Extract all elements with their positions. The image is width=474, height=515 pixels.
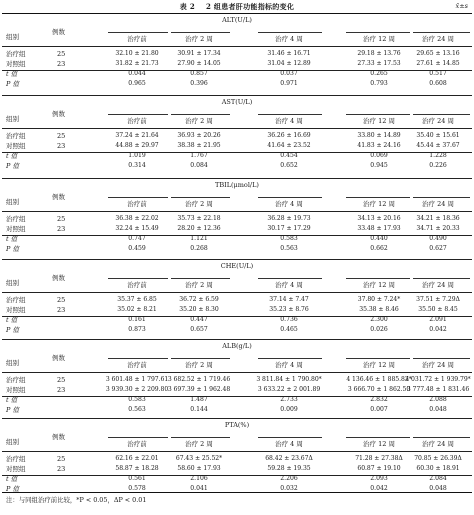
column-header: 治疗 2 周 bbox=[185, 117, 213, 125]
table-cell: 71.28 ± 27.38Δ bbox=[355, 455, 403, 462]
table-cell: 32.24 ± 15.49 bbox=[115, 225, 159, 232]
section-top-rule bbox=[2, 13, 472, 14]
p-value-row-label: P 值 bbox=[6, 245, 19, 253]
case-count: 23 bbox=[57, 225, 66, 233]
column-header: 治疗 12 周 bbox=[363, 35, 395, 43]
case-count: 25 bbox=[57, 215, 66, 223]
column-header: 治疗 4 周 bbox=[275, 200, 303, 208]
table-cell: 0.793 bbox=[370, 80, 388, 87]
table-cell: 35.37 ± 6.85 bbox=[117, 296, 157, 303]
column-header: 治疗 4 周 bbox=[275, 361, 303, 369]
column-underline bbox=[171, 32, 230, 33]
section-top-rule bbox=[2, 178, 472, 179]
indicator-label: ALB(g/L) bbox=[222, 342, 252, 350]
table-cell: 27.90 ± 14.05 bbox=[177, 60, 221, 67]
column-underline bbox=[258, 197, 322, 198]
table-cell: 3 633.22 ± 2 001.89 bbox=[257, 386, 321, 393]
case-count: 23 bbox=[57, 386, 66, 394]
treatment-row-label: 治疗组 bbox=[6, 215, 26, 223]
table-cell: 0.965 bbox=[128, 80, 146, 87]
column-underline bbox=[413, 114, 470, 115]
column-underline bbox=[346, 437, 410, 438]
table-cell: 36.28 ± 19.73 bbox=[267, 215, 311, 222]
column-underline bbox=[108, 197, 168, 198]
data-rule bbox=[2, 396, 472, 397]
table-cell: 0.583 bbox=[128, 396, 146, 403]
table-cell: 1.228 bbox=[429, 152, 447, 159]
cases-header: 例数 bbox=[52, 110, 65, 118]
header-rule bbox=[2, 128, 472, 129]
table-cell: 2.206 bbox=[280, 475, 298, 482]
table-cell: 0.042 bbox=[429, 326, 447, 333]
treatment-row-label: 治疗组 bbox=[6, 132, 26, 140]
table-cell: 0.048 bbox=[429, 485, 447, 492]
table-cell: 60.87 ± 19.10 bbox=[357, 465, 401, 472]
table-cell: 0.026 bbox=[370, 326, 388, 333]
header-rule bbox=[2, 292, 472, 293]
table-cell: 0.042 bbox=[370, 485, 388, 492]
table-cell: 3 777.48 ± 1 831.46 bbox=[406, 386, 470, 393]
table-cell: 36.26 ± 16.69 bbox=[267, 132, 311, 139]
column-underline bbox=[346, 358, 410, 359]
table-header bbox=[0, 0, 474, 12]
table-cell: 0.657 bbox=[190, 326, 208, 333]
table-caption: 2 组患者肝功能指标的变化 bbox=[205, 2, 295, 11]
case-count: 23 bbox=[57, 142, 66, 150]
column-header: 治疗前 bbox=[127, 117, 147, 125]
table-cell: 0.563 bbox=[128, 406, 146, 413]
case-count: 25 bbox=[57, 296, 66, 304]
column-underline bbox=[258, 278, 322, 279]
group-header: 组别 bbox=[6, 438, 19, 446]
table-cell: 35.02 ± 8.21 bbox=[117, 306, 157, 313]
table-cell: 0.037 bbox=[280, 70, 298, 77]
table-cell: 0.396 bbox=[190, 80, 208, 87]
table-cell: 35.38 ± 8.46 bbox=[359, 306, 399, 313]
table-cell: 2.093 bbox=[370, 475, 388, 482]
column-header: 治疗 12 周 bbox=[363, 117, 395, 125]
data-rule bbox=[2, 235, 472, 236]
table-cell: 36.38 ± 22.02 bbox=[115, 215, 159, 222]
group-header: 组别 bbox=[6, 279, 19, 287]
table-cell: 30.91 ± 17.34 bbox=[177, 50, 221, 57]
table-cell: 3 811.84 ± 1 790.80* bbox=[256, 376, 322, 383]
p-value-row-label: P 值 bbox=[6, 485, 19, 493]
table-cell: 60.30 ± 18.91 bbox=[416, 465, 460, 472]
indicator-label: AST(U/L) bbox=[221, 98, 253, 106]
column-underline bbox=[346, 114, 410, 115]
column-header: 治疗 4 周 bbox=[275, 281, 303, 289]
table-cell: 2.106 bbox=[190, 475, 208, 482]
column-underline bbox=[108, 437, 168, 438]
treatment-row-label: 治疗组 bbox=[6, 50, 26, 58]
column-header: 治疗 2 周 bbox=[185, 35, 213, 43]
column-header: 治疗前 bbox=[127, 361, 147, 369]
case-count: 25 bbox=[57, 455, 66, 463]
table-number: 表 2 bbox=[179, 2, 195, 11]
table-cell: 0.857 bbox=[190, 70, 208, 77]
case-count: 25 bbox=[57, 132, 66, 140]
table-cell: 3 697.39 ± 1 962.48 bbox=[167, 386, 231, 393]
table-cell: 0.032 bbox=[280, 485, 298, 492]
section-top-rule bbox=[2, 259, 472, 260]
header-rule bbox=[2, 211, 472, 212]
column-header: 治疗前 bbox=[127, 440, 147, 448]
control-row-label: 对照组 bbox=[6, 306, 26, 314]
column-header: 治疗 2 周 bbox=[185, 200, 213, 208]
table-footnote: 注：与同组治疗前比较，*P < 0.05，ΔP < 0.01 bbox=[6, 496, 147, 504]
group-header: 组别 bbox=[6, 33, 19, 41]
treatment-row-label: 治疗组 bbox=[6, 455, 26, 463]
column-underline bbox=[258, 32, 322, 33]
control-row-label: 对照组 bbox=[6, 142, 26, 150]
cases-header: 例数 bbox=[52, 28, 65, 36]
p-value-row-label: P 值 bbox=[6, 326, 19, 334]
column-underline bbox=[413, 197, 470, 198]
column-underline bbox=[171, 437, 230, 438]
table-cell: 37.80 ± 7.24* bbox=[357, 296, 401, 303]
table-cell: 0.009 bbox=[280, 406, 298, 413]
case-count: 25 bbox=[57, 50, 66, 58]
table-cell: 4 136.46 ± 1 885.82* bbox=[346, 376, 412, 383]
column-underline bbox=[108, 358, 168, 359]
column-header: 治疗前 bbox=[127, 281, 147, 289]
table-cell: 0.490 bbox=[429, 235, 447, 242]
table-cell: 0.440 bbox=[370, 235, 388, 242]
p-value-row-label: P 值 bbox=[6, 80, 19, 88]
table-cell: 34.13 ± 20.16 bbox=[357, 215, 401, 222]
column-header: 治疗 2 周 bbox=[185, 361, 213, 369]
data-rule bbox=[2, 70, 472, 71]
table-cell: 2.084 bbox=[429, 475, 447, 482]
table-cell: 27.61 ± 14.85 bbox=[416, 60, 460, 67]
table-cell: 0.945 bbox=[370, 162, 388, 169]
table-cell: 4 031.72 ± 1 939.79* bbox=[405, 376, 471, 383]
table-cell: 35.50 ± 8.45 bbox=[418, 306, 458, 313]
table-cell: 2.088 bbox=[429, 396, 447, 403]
table-cell: 29.18 ± 13.76 bbox=[357, 50, 401, 57]
table-cell: 0.041 bbox=[190, 485, 208, 492]
header-rule bbox=[2, 372, 472, 373]
t-value-row-label: t 值 bbox=[6, 316, 18, 324]
table-cell: 31.46 ± 16.71 bbox=[267, 50, 311, 57]
t-value-row-label: t 值 bbox=[6, 70, 18, 78]
column-header: 治疗前 bbox=[127, 35, 147, 43]
cases-header: 例数 bbox=[52, 354, 65, 362]
table-cell: 0.465 bbox=[280, 326, 298, 333]
p-value-row-label: P 值 bbox=[6, 406, 19, 414]
column-underline bbox=[171, 358, 230, 359]
statistic-notation: x̄±s bbox=[455, 2, 468, 10]
table-cell: 2.300 bbox=[370, 316, 388, 323]
column-header: 治疗 4 周 bbox=[275, 35, 303, 43]
column-underline bbox=[346, 32, 410, 33]
table-cell: 0.583 bbox=[280, 235, 298, 242]
table-cell: 58.87 ± 18.28 bbox=[115, 465, 159, 472]
column-underline bbox=[413, 437, 470, 438]
column-header: 治疗 24 周 bbox=[422, 361, 454, 369]
table-cell: 45.44 ± 37.67 bbox=[416, 142, 460, 149]
table-cell: 32.10 ± 21.80 bbox=[115, 50, 159, 57]
table-cell: 1.767 bbox=[190, 152, 208, 159]
table-cell: 0.561 bbox=[128, 475, 146, 482]
table-cell: 0.048 bbox=[429, 406, 447, 413]
case-count: 23 bbox=[57, 465, 66, 473]
case-count: 23 bbox=[57, 60, 66, 68]
treatment-row-label: 治疗组 bbox=[6, 376, 26, 384]
table-cell: 37.24 ± 21.64 bbox=[115, 132, 159, 139]
column-underline bbox=[108, 114, 168, 115]
column-underline bbox=[108, 278, 168, 279]
table-cell: 68.42 ± 23.67Δ bbox=[265, 455, 313, 462]
column-header: 治疗前 bbox=[127, 200, 147, 208]
column-header: 治疗 4 周 bbox=[275, 440, 303, 448]
table-cell: 0.044 bbox=[128, 70, 146, 77]
table-cell: 2.091 bbox=[429, 316, 447, 323]
table-cell: 62.16 ± 22.01 bbox=[115, 455, 159, 462]
table-cell: 44.88 ± 29.97 bbox=[115, 142, 159, 149]
table-cell: 33.80 ± 14.89 bbox=[357, 132, 401, 139]
column-header: 治疗 12 周 bbox=[363, 281, 395, 289]
column-header: 治疗 2 周 bbox=[185, 281, 213, 289]
control-row-label: 对照组 bbox=[6, 465, 26, 473]
column-header: 治疗 12 周 bbox=[363, 361, 395, 369]
t-value-row-label: t 值 bbox=[6, 235, 18, 243]
table-cell: 0.144 bbox=[190, 406, 208, 413]
indicator-label: CHE(U/L) bbox=[220, 262, 254, 270]
table-cell: 0.226 bbox=[429, 162, 447, 169]
table-cell: 0.007 bbox=[370, 406, 388, 413]
table-cell: 35.73 ± 22.18 bbox=[177, 215, 221, 222]
table-cell: 35.40 ± 15.61 bbox=[416, 132, 460, 139]
group-header: 组别 bbox=[6, 198, 19, 206]
table-cell: 27.33 ± 17.53 bbox=[357, 60, 401, 67]
table-cell: 70.85 ± 26.39Δ bbox=[414, 455, 462, 462]
case-count: 23 bbox=[57, 306, 66, 314]
section-top-rule bbox=[2, 418, 472, 419]
t-value-row-label: t 值 bbox=[6, 475, 18, 483]
table-cell: 0.873 bbox=[128, 326, 146, 333]
section-top-rule bbox=[2, 339, 472, 340]
table-cell: 2.832 bbox=[370, 396, 388, 403]
indicator-label: PTA(%) bbox=[224, 421, 250, 429]
table-cell: 0.314 bbox=[128, 162, 146, 169]
table-cell: 41.83 ± 24.16 bbox=[357, 142, 401, 149]
table-cell: 36.93 ± 20.26 bbox=[177, 132, 221, 139]
column-header: 治疗 12 周 bbox=[363, 440, 395, 448]
cases-header: 例数 bbox=[52, 433, 65, 441]
t-value-row-label: t 值 bbox=[6, 396, 18, 404]
table-cell: 3 601.48 ± 1 797.61 bbox=[105, 376, 169, 383]
table-cell: 34.21 ± 18.36 bbox=[416, 215, 460, 222]
cases-header: 例数 bbox=[52, 193, 65, 201]
table-cell: 0.747 bbox=[128, 235, 146, 242]
section-top-rule bbox=[2, 95, 472, 96]
table-cell: 38.38 ± 21.95 bbox=[177, 142, 221, 149]
group-header: 组别 bbox=[6, 115, 19, 123]
table-cell: 3 666.70 ± 1 862.50 bbox=[347, 386, 411, 393]
table-cell: 34.71 ± 20.33 bbox=[416, 225, 460, 232]
table-cell: 1.121 bbox=[190, 235, 208, 242]
table-bottom-rule bbox=[2, 492, 472, 493]
table-cell: 1.487 bbox=[190, 396, 208, 403]
header-rule bbox=[2, 46, 472, 47]
table-cell: 41.64 ± 23.52 bbox=[267, 142, 311, 149]
table-cell: 33.48 ± 17.93 bbox=[357, 225, 401, 232]
column-header: 治疗 24 周 bbox=[422, 281, 454, 289]
cases-header: 例数 bbox=[52, 274, 65, 282]
table-cell: 0.736 bbox=[280, 316, 298, 323]
table-cell: 0.459 bbox=[128, 245, 146, 252]
column-header: 治疗 24 周 bbox=[422, 440, 454, 448]
column-underline bbox=[413, 278, 470, 279]
column-underline bbox=[171, 197, 230, 198]
column-header: 治疗 12 周 bbox=[363, 200, 395, 208]
column-underline bbox=[171, 278, 230, 279]
column-header: 治疗 24 周 bbox=[422, 117, 454, 125]
column-underline bbox=[258, 437, 322, 438]
indicator-label: TBIL(μmol/L) bbox=[215, 181, 259, 189]
indicator-label: ALT(U/L) bbox=[222, 16, 252, 24]
column-underline bbox=[108, 32, 168, 33]
table-cell: 59.28 ± 19.35 bbox=[267, 465, 311, 472]
header-rule bbox=[2, 451, 472, 452]
control-row-label: 对照组 bbox=[6, 386, 26, 394]
table-cell: 0.069 bbox=[370, 152, 388, 159]
treatment-row-label: 治疗组 bbox=[6, 296, 26, 304]
table-cell: 0.563 bbox=[280, 245, 298, 252]
column-header: 治疗 24 周 bbox=[422, 200, 454, 208]
table-cell: 0.517 bbox=[429, 70, 447, 77]
table-cell: 0.971 bbox=[280, 80, 298, 87]
table-cell: 2.733 bbox=[280, 396, 298, 403]
table-cell: 1.019 bbox=[128, 152, 146, 159]
p-value-row-label: P 值 bbox=[6, 162, 19, 170]
control-row-label: 对照组 bbox=[6, 60, 26, 68]
table-cell: 0.578 bbox=[128, 485, 146, 492]
table-cell: 67.43 ± 25.52* bbox=[175, 455, 223, 462]
data-rule bbox=[2, 152, 472, 153]
data-rule bbox=[2, 316, 472, 317]
case-count: 25 bbox=[57, 376, 66, 384]
table-cell: 0.662 bbox=[370, 245, 388, 252]
table-cell: 0.627 bbox=[429, 245, 447, 252]
table-cell: 35.23 ± 8.76 bbox=[269, 306, 309, 313]
column-underline bbox=[171, 114, 230, 115]
table-cell: 0.447 bbox=[190, 316, 208, 323]
column-underline bbox=[346, 278, 410, 279]
column-underline bbox=[413, 32, 470, 33]
table-cell: 37.51 ± 7.29Δ bbox=[416, 296, 460, 303]
table-title bbox=[0, 3, 474, 10]
column-underline bbox=[258, 358, 322, 359]
column-underline bbox=[258, 114, 322, 115]
table-cell: 28.20 ± 12.36 bbox=[177, 225, 221, 232]
table-cell: 0.454 bbox=[280, 152, 298, 159]
table-cell: 31.04 ± 12.89 bbox=[267, 60, 311, 67]
table-cell: 29.65 ± 13.16 bbox=[416, 50, 460, 57]
table-cell: 58.60 ± 17.93 bbox=[177, 465, 221, 472]
control-row-label: 对照组 bbox=[6, 225, 26, 233]
table-cell: 0.608 bbox=[429, 80, 447, 87]
table-cell: 0.084 bbox=[190, 162, 208, 169]
table-cell: 35.20 ± 8.30 bbox=[179, 306, 219, 313]
column-underline bbox=[413, 358, 470, 359]
table-cell: 31.82 ± 21.73 bbox=[115, 60, 159, 67]
column-header: 治疗 24 周 bbox=[422, 35, 454, 43]
column-header: 治疗 4 周 bbox=[275, 117, 303, 125]
table-cell: 37.14 ± 7.47 bbox=[269, 296, 309, 303]
group-header: 组别 bbox=[6, 359, 19, 367]
column-underline bbox=[346, 197, 410, 198]
column-header: 治疗 2 周 bbox=[185, 440, 213, 448]
table-cell: 3 682.52 ± 1 719.46 bbox=[167, 376, 231, 383]
table-cell: 3 939.30 ± 2 209.80 bbox=[105, 386, 169, 393]
table-cell: 0.161 bbox=[128, 316, 146, 323]
table-cell: 0.265 bbox=[370, 70, 388, 77]
table-cell: 36.72 ± 6.59 bbox=[179, 296, 219, 303]
data-rule bbox=[2, 475, 472, 476]
table-cell: 30.17 ± 17.29 bbox=[267, 225, 311, 232]
table-cell: 0.268 bbox=[190, 245, 208, 252]
t-value-row-label: t 值 bbox=[6, 152, 18, 160]
table-cell: 0.652 bbox=[280, 162, 298, 169]
